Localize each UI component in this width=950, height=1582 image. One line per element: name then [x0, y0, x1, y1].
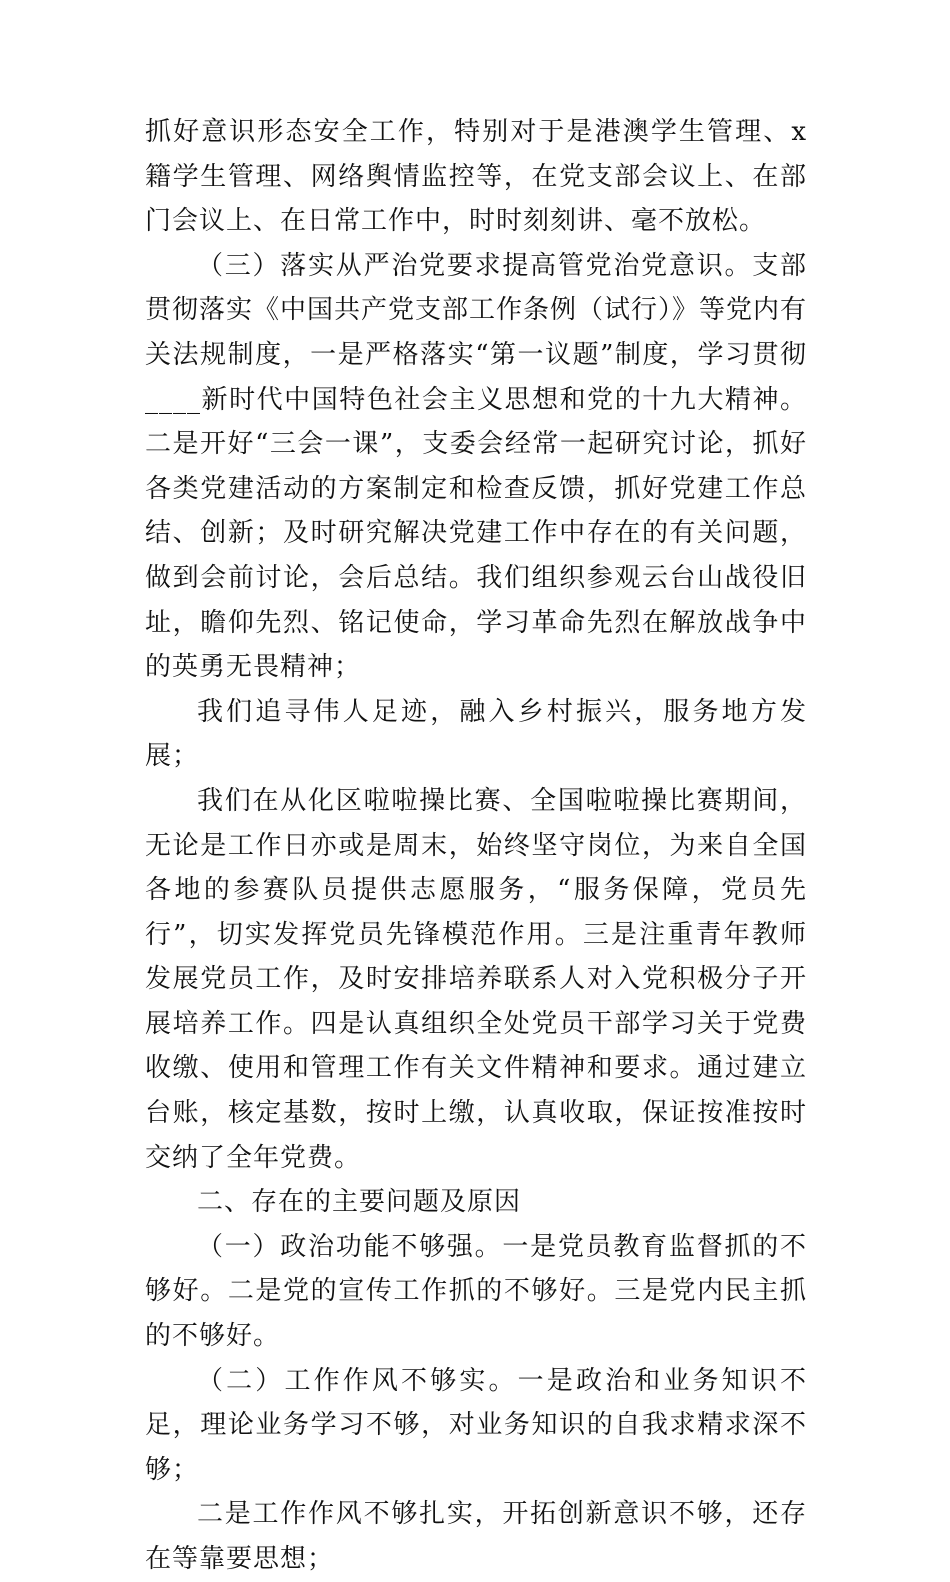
paragraph-volunteer-service: 我们在从化区啦啦操比赛、全国啦啦操比赛期间，无论是工作日亦或是周末，始终坚守岗位，为来自全国各地的参赛队员提供志愿服务，“服务保障，党员先行”，切实发挥党员先锋模范作用。三是注重青年教师发展党员工作，及时安排培养联系人对入党积极分子开展培养工作。四是认真组织全处党员干部学习关于党费收缴、使用和管理工作有关文件精神和要求。通过建立台账，核定基数，按时上缴，认真收取，保证按准按时交纳了全年党费。: [145, 785, 807, 1173]
paragraph-section-three: （三）落实从严治党要求提高管党治党意识。支部贯彻落实《中国共产党支部工作条例（试行）》等党内有关法规制度，一是严格落实“第一议题”制度，学习贯彻____新时代中国特色社会主义思想和党的十九大精神。二是开好“三会一课”，支委会经常一起研究讨论，抓好各类党建活动的方案制定和检查反馈，抓好党建工作总结、创新；及时研究解决党建工作中存在的有关问题，做到会前讨论，会后总结。我们组织参观云台山战役旧址，瞻仰先烈、铭记使命，学习革命先烈在解放战争中的英勇无畏精神；: [145, 250, 808, 683]
paragraph-political-function: （一）政治功能不够强。一是党员教育监督抓的不够好。二是党的宣传工作抓的不够好。三是党内民主抓的不够好。: [145, 1231, 807, 1352]
section-heading-problems: 二、存在的主要问题及原因: [197, 1187, 522, 1218]
paragraph-work-style-two: 二是工作作风不够扎实，开拓创新意识不够，还存在等靠要思想；: [145, 1499, 807, 1574]
document-body: [145, 110, 807, 1582]
paragraph-continuation: 抓好意识形态安全工作，特别对于是港澳学生管理、x籍学生管理、网络舆情监控等，在党支部会议上、在部门会议上、在日常工作中，时时刻刻讲、毫不放松。: [145, 117, 807, 237]
paragraph-work-style: （二）工作作风不够实。一是政治和业务知识不足，理论业务学习不够，对业务知识的自我求精求深不够；: [145, 1365, 807, 1485]
paragraph-rural-revitalization: 我们追寻伟人足迹，融入乡村振兴，服务地方发展；: [145, 696, 807, 772]
